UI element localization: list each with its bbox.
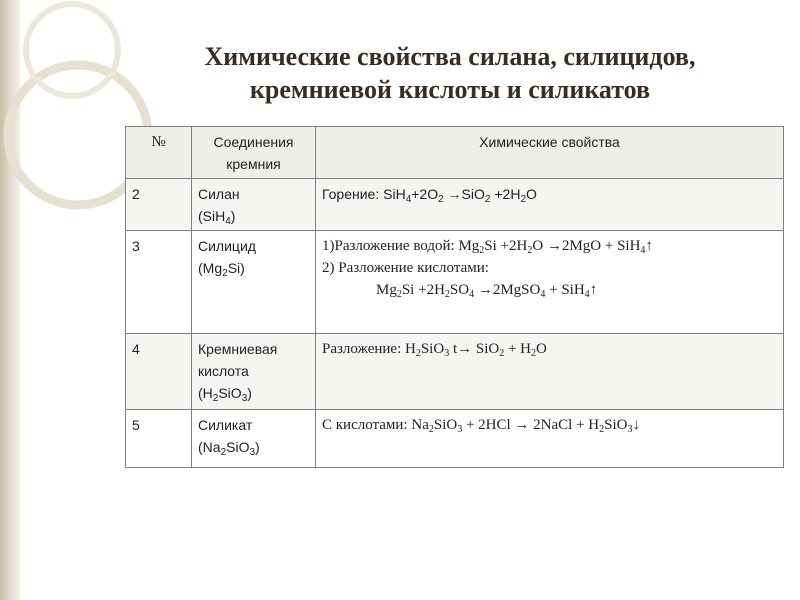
properties-cell — [316, 410, 784, 468]
deco-circle-small — [26, 4, 118, 96]
compound-name: Силан — [198, 186, 240, 202]
reaction-label-2: 2) Разложение кислотами: — [322, 260, 489, 276]
table-row — [126, 334, 784, 410]
title-line-1: Химические свойства силана, силицидов, — [204, 42, 696, 71]
compound-name: Кремниевая кислота — [198, 341, 278, 379]
compound-formula: $(Mg_2Si)$ — [198, 260, 245, 279]
row-num: 2 — [126, 179, 192, 231]
slide-title — [110, 40, 790, 106]
compound-formula: $(Na_2SiO_3)$ — [198, 439, 260, 458]
compound-cell — [192, 231, 316, 334]
reaction-equation: $H_2SiO_3$ $t\to SiO_2 + H_2O$ — [405, 341, 547, 359]
reaction-equation: $Mg_2Si +2H_2O \to 2MgO$ + SiH$_4$↑ — [458, 238, 653, 256]
compound-formula: $(H_2SiO_3)$ — [198, 385, 252, 404]
table-row — [126, 179, 784, 231]
title-line-2: кремниевой кислоты и силикатов — [249, 75, 651, 104]
row-num: 5 — [126, 410, 192, 468]
row-num: 4 — [126, 334, 192, 410]
properties-table — [125, 126, 784, 468]
reaction-label: Разложение: — [322, 341, 405, 357]
reaction-equation: $Na_2SiO_3 + 2HCl$ → 2NaCl + $H_2SiO_3↓$ — [411, 417, 640, 435]
compound-cell — [192, 410, 316, 468]
row-num: 3 — [126, 231, 192, 334]
compound-cell — [192, 334, 316, 410]
reaction-label: Горение: — [322, 186, 384, 202]
table-row — [126, 410, 784, 468]
table-header-row — [126, 127, 784, 179]
reaction-label: 1)Разложение водой: — [322, 238, 459, 254]
header-properties: Химические свойства — [316, 127, 784, 179]
header-compound: Соединения кремния — [192, 127, 316, 179]
reaction-label: С кислотами: — [322, 417, 412, 433]
properties-cell — [316, 231, 784, 334]
reaction-equation-2: $Mg_2Si +2H_2SO_4$ →2MgSO$_4$ + SiH$_4$↑ — [376, 282, 598, 300]
properties-cell — [316, 179, 784, 231]
reaction-equation: $SiH_4+2O_2 \to SiO_2 +2H_2O$ — [383, 186, 537, 205]
compound-name: Силицид — [198, 238, 256, 254]
left-decorative-band — [0, 0, 20, 600]
compound-cell — [192, 179, 316, 231]
header-num: № — [126, 127, 192, 179]
properties-cell — [316, 334, 784, 410]
compound-name: Силикат — [198, 417, 253, 433]
compound-formula: (SiH$_4$) — [198, 208, 236, 227]
table-row — [126, 231, 784, 334]
